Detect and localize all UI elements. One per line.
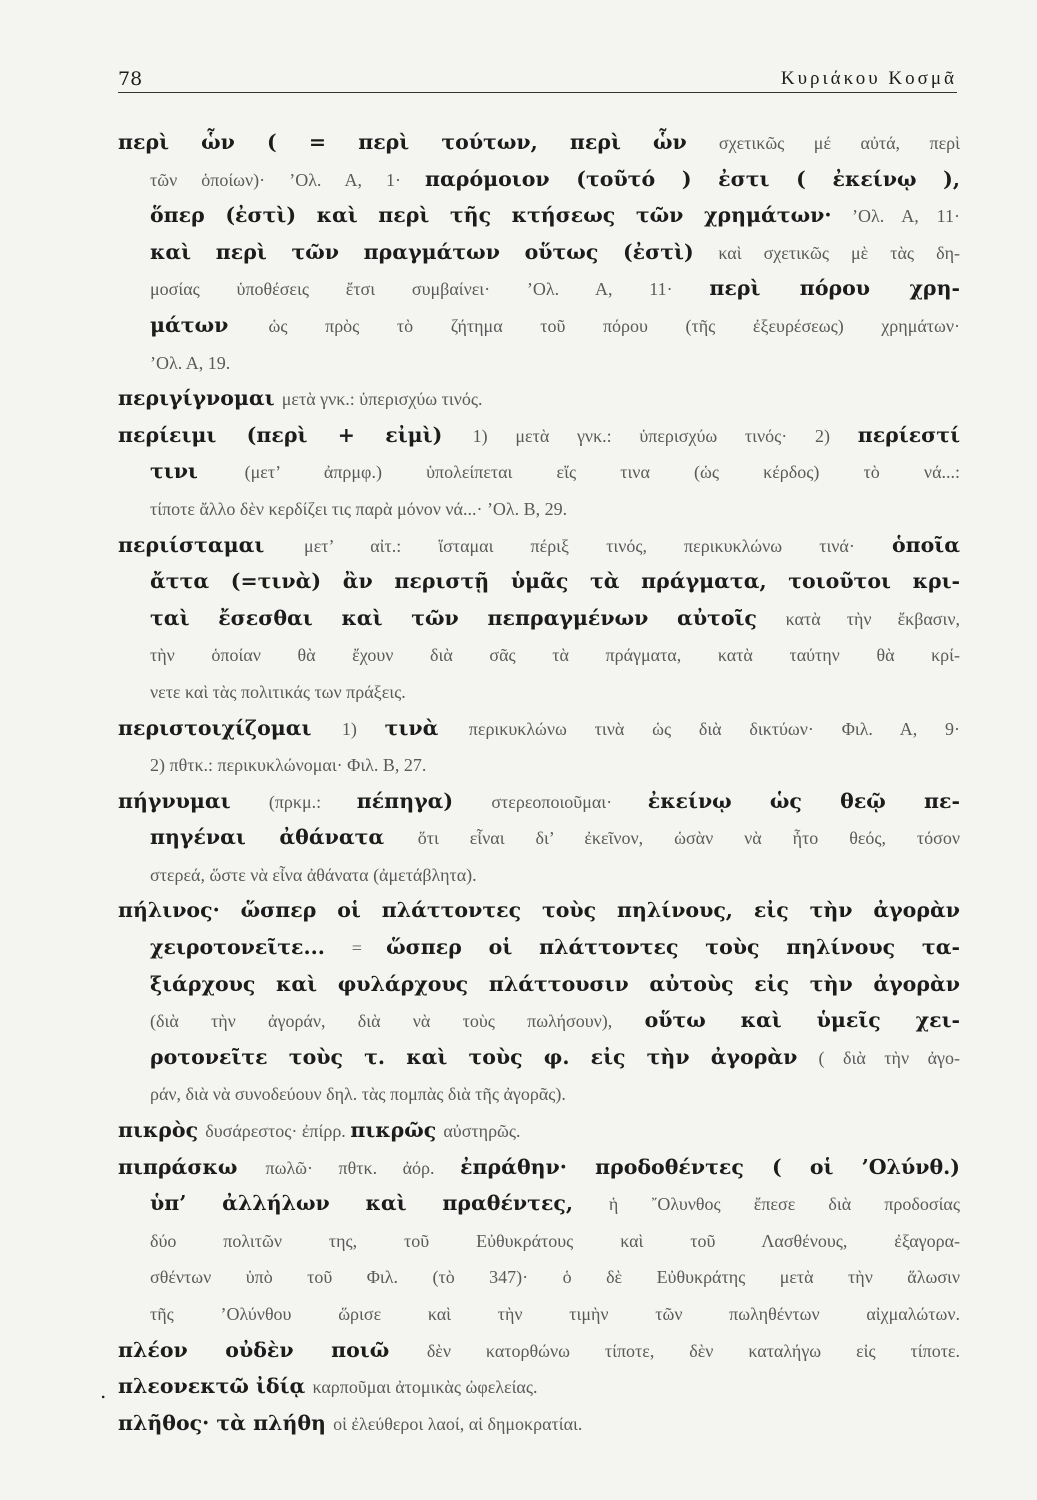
entry-continuation-line	[118, 929, 960, 966]
gloss-text: καὶ σχετικῶς μὲ τὰς δη-	[718, 242, 960, 263]
bold-text: περὶ πόρου χρη-	[709, 276, 960, 301]
entry-headword-line	[118, 1332, 960, 1369]
entry-continuation-line	[118, 819, 960, 856]
running-title: Κυριάκου Κοσμᾶ	[780, 68, 957, 89]
bold-text: ταὶ ἔσεσθαι καὶ τῶν πεπραγμένων αὐτοῖς	[150, 605, 786, 630]
bold-text: ὅπερ (ἐστὶ) καὶ περὶ τῆς κτήσεως τῶν χρημάτων·	[150, 203, 853, 228]
entry-continuation-line	[118, 856, 960, 893]
bold-text: ὥσπερ οἱ πλάττοντες τοὺς πηλίνους τα-	[386, 935, 960, 960]
gloss-text: μετὰ γνκ.: ὑπερισχύω τινός.	[281, 389, 483, 410]
entry-continuation-line	[118, 636, 960, 673]
entry-continuation-line	[118, 1039, 960, 1076]
bold-text: περιίσταμαι	[118, 532, 305, 557]
gloss-text: ’Ολ. Α, 11·	[852, 206, 960, 227]
entry-continuation-line	[118, 1222, 960, 1259]
gloss-text: 1) μετὰ γνκ.: ὑπερισχύω τινός· 2)	[472, 425, 858, 446]
entry-continuation-line	[118, 1002, 960, 1039]
bold-text: πικρὸς	[118, 1118, 206, 1143]
entry-continuation-line	[118, 1295, 960, 1332]
entry-continuation-line	[118, 490, 960, 527]
entry-headword-line	[118, 1112, 960, 1149]
entry-headword-line	[118, 380, 960, 417]
bold-text: πικρῶς	[350, 1118, 444, 1143]
bold-text: ξιάρχους καὶ φυλάρχους πλάττουσιν αὐτοὺς εἰς τὴν ἀγορὰν	[150, 971, 960, 996]
entry-headword-line	[118, 527, 960, 564]
entry-continuation-line	[118, 307, 960, 344]
gloss-text: περικυκλώνω τινὰ ὡς διὰ δικτύων· Φιλ. Α, 9·	[468, 718, 960, 739]
bold-text: ἄττα (=τινὰ) ἂν περιστῇ ὑμᾶς τὰ πράγματα, τοιοῦτοι κρι-	[150, 569, 960, 594]
gloss-text: τὴν ὁποίαν θὰ ἔχουν διὰ σᾶς τὰ πράγματα, κατὰ ταύτην θὰ κρί-	[150, 645, 960, 666]
bold-text: ἐκείνῳ ὡς θεῷ πε-	[647, 788, 960, 813]
bold-text: ροτονεῖτε τοὺς τ. καὶ τοὺς φ. εἰς τὴν ἀγορὰν	[150, 1044, 819, 1069]
bold-text: πήλινος· ὥσπερ οἱ πλάττοντες τοὺς πηλίνους, εἰς τὴν ἀγορὰν	[118, 898, 960, 923]
gloss-text: ὅτι εἶναι δι’ ἐκεῖνον, ὡσὰν νὰ ἦτο θεός, τόσον	[417, 828, 960, 849]
gloss-text: νετε καὶ τὰς πολιτικάς των πράξεις.	[150, 681, 406, 702]
entry-continuation-line	[118, 1075, 960, 1112]
bold-text: καὶ περὶ τῶν πραγμάτων οὕτως (ἐστὶ)	[150, 239, 719, 264]
entry-headword-line	[118, 783, 960, 820]
entry-continuation-line	[118, 673, 960, 710]
bold-text: ὑπ’ ἀλλήλων καὶ πραθέντες,	[150, 1191, 609, 1216]
gloss-text: σχετικῶς μέ αὐτά, περὶ	[718, 133, 960, 153]
gloss-text: δύο πολιτῶν της, τοῦ Εὐθυκράτους καὶ τοῦ Λασθένους, ἐξαγορα-	[150, 1230, 960, 1251]
entry-continuation-line	[118, 161, 960, 198]
entry-continuation-line	[118, 1258, 960, 1295]
bold-text: περὶ ὧν ( = περὶ τούτων, περὶ ὧν	[118, 130, 719, 154]
gloss-text: ( διὰ τὴν ἀγο-	[818, 1047, 960, 1068]
bold-text: πλεονεκτῶ ἰδίᾳ	[118, 1374, 313, 1399]
entry-continuation-line	[118, 197, 960, 234]
dictionary-entries	[118, 124, 960, 1441]
entry-headword-line	[118, 1149, 960, 1186]
gloss-text: δυσάρεστος· ἐπίρρ.	[205, 1121, 351, 1142]
gloss-text: κατὰ τὴν ἔκβασιν,	[785, 608, 960, 629]
gloss-text: (πρκμ.:	[268, 791, 357, 812]
entry-continuation-line	[118, 344, 960, 381]
gloss-text: ἡ ῎Ολυνθος ἔπεσε διὰ προδοσίας	[608, 1194, 960, 1215]
gloss-text: μετ’ αἰτ.: ἵσταμαι πέριξ τινός, περικυκλώνω τινά·	[304, 535, 892, 556]
entry-continuation-line	[118, 270, 960, 307]
gloss-text: 1)	[341, 718, 385, 739]
bold-text: παρόμοιον (τοῦτό ) ἐστι ( ἐκείνῳ ),	[425, 166, 960, 191]
gloss-text: τίποτε ἄλλο δὲν κερδίζει τις παρὰ μόνον νά...· ’Ολ. Β, 29.	[150, 498, 568, 519]
entry-headword-line	[118, 417, 960, 454]
gloss-text: αὐστηρῶς.	[443, 1121, 521, 1142]
bold-text: ὁποῖα	[891, 532, 960, 557]
bold-text: οὕτω καὶ ὑμεῖς χει-	[644, 1008, 960, 1033]
entry-headword-line	[118, 124, 960, 161]
bold-text: περιγίγνομαι	[118, 386, 282, 411]
entry-continuation-line	[118, 453, 960, 490]
gloss-text: μοσίας ὑποθέσεις ἔτσι συμβαίνει· ’Ολ. Α, 11·	[150, 279, 710, 300]
entry-headword-line	[118, 1368, 960, 1405]
entry-continuation-line	[118, 600, 960, 637]
gloss-text: τῆς ’Ολύνθου ὥρισε καὶ τὴν τιμὴν τῶν πωληθέντων αἰχμαλώτων.	[150, 1304, 960, 1324]
bold-text: πιπράσκω	[118, 1154, 266, 1179]
bold-text: πήγνυμαι	[118, 788, 269, 813]
bold-text: περιστοιχίζομαι	[118, 715, 342, 740]
bold-text: τινὰ	[384, 715, 469, 740]
gloss-text: ὡς πρὸς τὸ ζήτημα τοῦ πόρου (τῆς ἐξευρέσεως) χρημάτων·	[268, 315, 960, 336]
bold-text: τινι	[150, 459, 245, 484]
gloss-text: στερεά, ὥστε νὰ εἶνα ἀθάνατα (ἀμετάβλητα).	[150, 864, 477, 885]
gloss-text: (μετ’ ἀπρμφ.) ὑπολείπεται εἴς τινα (ὡς κέρδος) τὸ νά...:	[244, 462, 960, 483]
bold-text: ἐπράθην· προδοθέντες ( οἱ ’Ολύνθ.)	[460, 1154, 960, 1179]
gloss-text: πωλῶ· πθτκ. ἀόρ.	[265, 1157, 461, 1178]
gloss-text: δὲν κατορθώνω τίποτε, δὲν καταλήγω εἰς τίποτε.	[426, 1340, 960, 1361]
bold-text: πέπηγα)	[356, 788, 492, 813]
entry-continuation-line	[118, 1185, 960, 1222]
entry-continuation-line	[118, 563, 960, 600]
entry-headword-line	[118, 1405, 960, 1442]
gloss-text: =	[351, 938, 387, 959]
stray-mark: .	[100, 1379, 107, 1403]
page-header	[118, 62, 957, 93]
gloss-text: (διὰ τὴν ἀγοράν, διὰ νὰ τοὺς πωλήσουν),	[150, 1011, 645, 1032]
entry-headword-line	[118, 892, 960, 929]
bold-text: πηγέναι ἀθάνατα	[150, 825, 418, 850]
bold-text: χειροτονεῖτε...	[150, 935, 352, 960]
bold-text: πλέον οὐδὲν ποιῶ	[118, 1337, 427, 1362]
gloss-text: ’Ολ. Α, 19.	[150, 352, 231, 373]
bold-text: πλῆθος· τὰ πλήθη	[118, 1410, 334, 1435]
gloss-text: σθέντων ὑπὸ τοῦ Φιλ. (τὸ 347)· ὁ δὲ Εὐθυκράτης μετὰ τὴν ἅλωσιν	[150, 1267, 960, 1288]
bold-text: μάτων	[150, 312, 269, 337]
gloss-text: καρποῦμαι ἀτομικὰς ὠφελείας.	[312, 1377, 538, 1398]
gloss-text: τῶν ὁποίων)· ’Ολ. Α, 1·	[150, 169, 426, 190]
bold-text: περίεστί	[857, 422, 960, 447]
bold-text: περίειμι (περὶ + εἰμὶ)	[118, 422, 473, 447]
entry-continuation-line	[118, 966, 960, 1003]
page-number: 78	[118, 68, 143, 90]
entry-continuation-line	[118, 746, 960, 783]
gloss-text: ράν, διὰ νὰ συνοδεύουν δηλ. τὰς πομπὰς διὰ τῆς ἀγορᾶς).	[150, 1084, 566, 1105]
gloss-text: οἱ ἐλεύθεροι λαοί, αἱ δημοκρατίαι.	[333, 1413, 583, 1434]
gloss-text: στερεοποιοῦμαι·	[491, 791, 648, 812]
entry-headword-line	[118, 710, 960, 747]
gloss-text: 2) πθτκ.: περικυκλώνομαι· Φιλ. Β, 27.	[150, 755, 427, 776]
entry-continuation-line	[118, 234, 960, 271]
